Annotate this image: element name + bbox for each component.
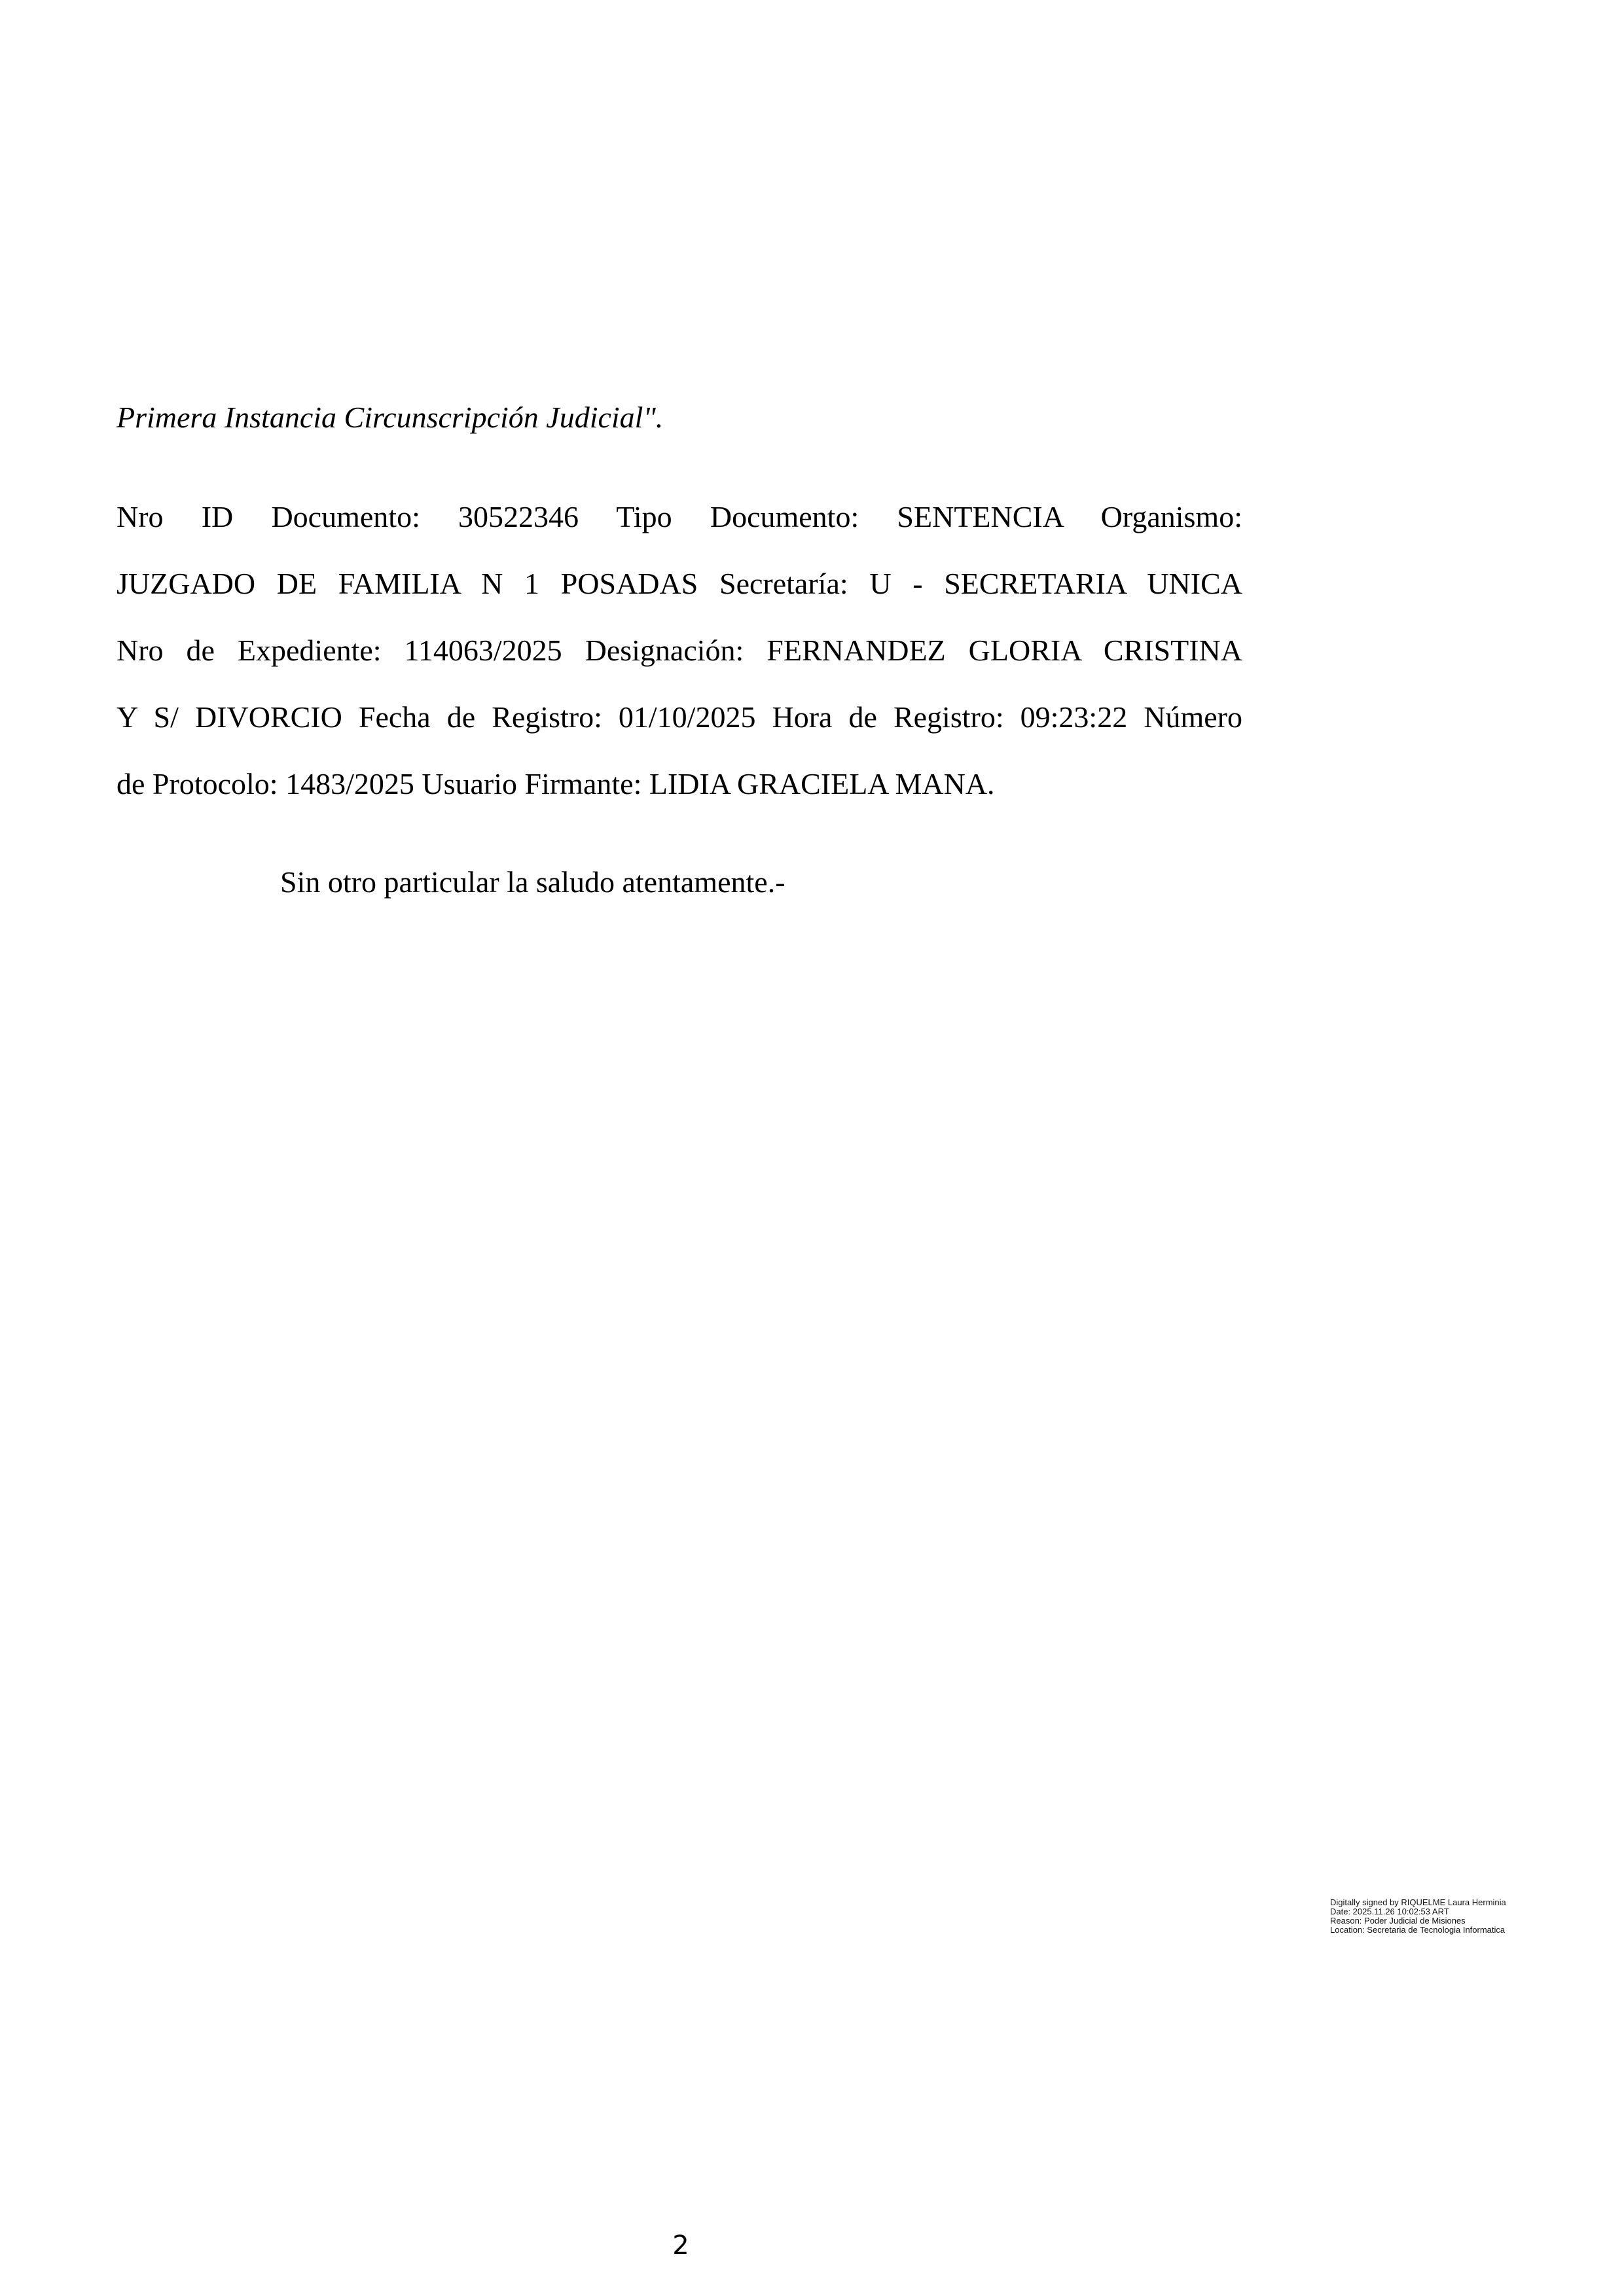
page-number: 2 [672, 2231, 689, 2261]
document-metadata-paragraph [117, 497, 1242, 831]
metadata-line: Nro ID Documento: 30522346 Tipo Documento: SENTENCIA Organismo: [117, 500, 1242, 533]
signature-reason: Reason: Poder Judicial de Misiones [1330, 1916, 1466, 1926]
intro-line: Primera Instancia Circunscripción Judicial". [117, 401, 664, 434]
signature-date: Date: 2025.11.26 10:02:53 ART [1330, 1907, 1449, 1916]
metadata-line: Y S/ DIVORCIO Fecha de Registro: 01/10/2025 Hora de Registro: 09:23:22 Número [117, 700, 1242, 734]
closing-sentence: Sin otro particular la saludo atentamente.- [280, 865, 785, 899]
signature-location: Location: Secretaria de Tecnologia Informatica [1330, 1925, 1506, 1935]
metadata-line: de Protocolo: 1483/2025 Usuario Firmante: LIDIA GRACIELA MANA. [117, 767, 995, 800]
digital-signature-stamp [1330, 1898, 1546, 1935]
metadata-line: JUZGADO DE FAMILIA N 1 POSADAS Secretaría: U - SECRETARIA UNICA [117, 567, 1242, 600]
metadata-line: Nro de Expediente: 114063/2025 Designación: FERNANDEZ GLORIA CRISTINA [117, 634, 1242, 667]
signature-signed-by: Digitally signed by RIQUELME Laura Herminia [1330, 1897, 1506, 1907]
